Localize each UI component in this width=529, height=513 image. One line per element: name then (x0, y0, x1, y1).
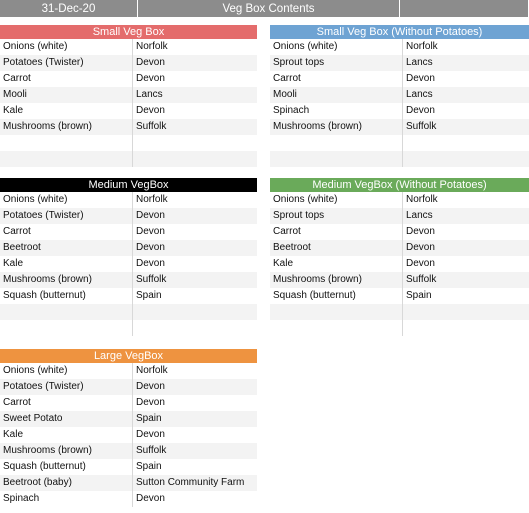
table-row (0, 379, 257, 395)
veg-name-cell[interactable]: Beetroot (270, 240, 403, 256)
table-row (270, 240, 529, 256)
medium-vegbox-no-potatoes-title[interactable]: Medium VegBox (Without Potatoes) (270, 178, 529, 192)
veg-name-cell[interactable]: Mushrooms (brown) (0, 272, 133, 288)
veg-name-cell[interactable]: Kale (0, 427, 133, 443)
veg-name-cell[interactable]: Spinach (270, 103, 403, 119)
veg-name-cell[interactable]: Onions (white) (0, 192, 133, 208)
veg-name-cell[interactable] (270, 151, 403, 167)
table-row (0, 320, 257, 336)
table-row (0, 443, 257, 459)
origin-cell[interactable] (403, 135, 529, 151)
table-row (270, 304, 529, 320)
veg-name-cell[interactable]: Spinach (0, 491, 133, 507)
veg-name-cell[interactable]: Mushrooms (brown) (0, 443, 133, 459)
origin-cell[interactable]: Lancs (406, 89, 433, 100)
veg-name-cell[interactable]: Beetroot (baby) (0, 475, 133, 491)
veg-name-cell[interactable]: Squash (butternut) (0, 459, 133, 475)
origin-cell[interactable]: Spain (136, 290, 162, 301)
origin-cell[interactable]: Devon (406, 105, 435, 116)
origin-cell[interactable]: Devon (136, 226, 165, 237)
veg-name-cell[interactable]: Mooli (270, 87, 403, 103)
origin-cell[interactable]: Devon (136, 210, 165, 221)
veg-name-cell[interactable] (0, 151, 133, 167)
origin-cell[interactable]: Norfolk (136, 365, 168, 376)
medium-vegbox-table (0, 178, 257, 336)
veg-name-cell[interactable] (270, 320, 403, 336)
origin-cell[interactable]: Devon (406, 242, 435, 253)
table-row (270, 119, 529, 135)
origin-cell[interactable]: Devon (136, 493, 165, 504)
table-row (0, 491, 257, 507)
veg-name-cell[interactable]: Potatoes (Twister) (0, 55, 133, 71)
veg-name-cell[interactable]: Onions (white) (270, 39, 403, 55)
table-row (0, 103, 257, 119)
table-row (0, 208, 257, 224)
table-row (0, 427, 257, 443)
table-row (270, 272, 529, 288)
veg-name-cell[interactable]: Sweet Potato (0, 411, 133, 427)
table-row (270, 151, 529, 167)
veg-name-cell[interactable]: Squash (butternut) (270, 288, 403, 304)
small-veg-box-no-potatoes-title[interactable]: Small Veg Box (Without Potatoes) (270, 25, 529, 39)
origin-cell[interactable]: Devon (406, 226, 435, 237)
veg-name-cell[interactable]: Potatoes (Twister) (0, 379, 133, 395)
veg-name-cell[interactable]: Sprout tops (270, 55, 403, 71)
origin-cell[interactable] (133, 135, 257, 151)
empty-header-cell[interactable] (400, 0, 529, 17)
table-row (0, 475, 257, 491)
origin-cell[interactable] (133, 151, 257, 167)
veg-name-cell[interactable]: Mushrooms (brown) (270, 272, 403, 288)
origin-cell[interactable]: Sutton Community Farm (136, 477, 245, 488)
table-row (0, 87, 257, 103)
title-header-cell[interactable]: Veg Box Contents (138, 0, 400, 17)
table-row (0, 272, 257, 288)
veg-name-cell[interactable]: Onions (white) (0, 39, 133, 55)
medium-vegbox-no-potatoes-rows (270, 192, 529, 336)
large-vegbox-table (0, 349, 257, 507)
table-row (270, 39, 529, 55)
table-row (270, 55, 529, 71)
origin-cell[interactable]: Spain (136, 461, 162, 472)
origin-cell[interactable]: Norfolk (136, 194, 168, 205)
veg-name-cell[interactable]: Mooli (0, 87, 133, 103)
origin-cell[interactable]: Devon (136, 105, 165, 116)
table-row (270, 208, 529, 224)
table-row (0, 288, 257, 304)
table-row (0, 256, 257, 272)
origin-cell[interactable]: Suffolk (136, 445, 167, 456)
small-veg-box-no-potatoes-rows (270, 39, 529, 167)
table-row (0, 151, 257, 167)
veg-name-cell[interactable]: Kale (0, 103, 133, 119)
origin-cell[interactable] (403, 320, 529, 336)
veg-name-cell[interactable]: Onions (white) (0, 363, 133, 379)
veg-name-cell[interactable]: Mushrooms (brown) (0, 119, 133, 135)
veg-name-cell[interactable]: Mushrooms (brown) (270, 119, 403, 135)
small-veg-box-no-potatoes-table (270, 25, 529, 167)
table-row (0, 224, 257, 240)
table-row (0, 363, 257, 379)
veg-name-cell[interactable]: Kale (0, 256, 133, 272)
origin-cell[interactable]: Devon (406, 258, 435, 269)
veg-name-cell[interactable] (0, 304, 133, 320)
veg-name-cell[interactable]: Carrot (0, 395, 133, 411)
veg-name-cell[interactable]: Carrot (0, 71, 133, 87)
table-row (270, 135, 529, 151)
table-row (0, 304, 257, 320)
small-veg-box-table (0, 25, 257, 167)
veg-name-cell[interactable]: Sprout tops (270, 208, 403, 224)
table-row (0, 192, 257, 208)
veg-name-cell[interactable]: Carrot (270, 224, 403, 240)
table-row (270, 320, 529, 336)
origin-cell[interactable]: Suffolk (406, 274, 437, 285)
origin-cell[interactable] (403, 151, 529, 167)
table-row (0, 395, 257, 411)
table-row (0, 39, 257, 55)
origin-cell[interactable] (403, 304, 529, 320)
small-veg-box-rows (0, 39, 257, 167)
origin-cell[interactable]: Lancs (136, 89, 163, 100)
table-row (270, 71, 529, 87)
origin-cell[interactable]: Suffolk (136, 274, 167, 285)
medium-vegbox-rows (0, 192, 257, 336)
origin-cell[interactable]: Lancs (406, 57, 433, 68)
veg-name-cell[interactable]: Onions (white) (270, 192, 403, 208)
origin-cell[interactable]: Norfolk (136, 41, 168, 52)
veg-name-cell[interactable]: Squash (butternut) (0, 288, 133, 304)
origin-cell[interactable]: Suffolk (406, 121, 437, 132)
veg-name-cell[interactable] (270, 304, 403, 320)
origin-cell[interactable]: Devon (406, 73, 435, 84)
origin-cell[interactable] (133, 304, 257, 320)
origin-cell[interactable]: Devon (136, 242, 165, 253)
table-row (0, 240, 257, 256)
table-row (0, 71, 257, 87)
table-row (270, 256, 529, 272)
origin-cell[interactable]: Spain (136, 413, 162, 424)
origin-cell[interactable]: Devon (136, 381, 165, 392)
veg-name-cell[interactable]: Beetroot (0, 240, 133, 256)
date-header-cell[interactable]: 31-Dec-20 (0, 0, 138, 17)
large-vegbox-title[interactable]: Large VegBox (0, 349, 257, 363)
origin-cell[interactable]: Suffolk (136, 121, 167, 132)
table-row (0, 135, 257, 151)
origin-cell[interactable]: Devon (136, 258, 165, 269)
table-row (270, 103, 529, 119)
large-vegbox-rows (0, 363, 257, 507)
veg-name-cell[interactable] (0, 320, 133, 336)
origin-cell[interactable] (133, 320, 257, 336)
medium-vegbox-title[interactable]: Medium VegBox (0, 178, 257, 192)
table-row (270, 288, 529, 304)
table-row (0, 459, 257, 475)
origin-cell[interactable]: Devon (136, 397, 165, 408)
origin-cell[interactable]: Spain (406, 290, 432, 301)
origin-cell[interactable]: Devon (136, 57, 165, 68)
table-row (0, 55, 257, 71)
medium-vegbox-no-potatoes-table (270, 178, 529, 336)
small-veg-box-title[interactable]: Small Veg Box (0, 25, 257, 39)
origin-cell[interactable]: Norfolk (406, 194, 438, 205)
table-row (270, 224, 529, 240)
veg-name-cell[interactable] (270, 135, 403, 151)
table-row (270, 192, 529, 208)
veg-name-cell[interactable]: Kale (270, 256, 403, 272)
table-row (0, 411, 257, 427)
origin-cell[interactable]: Norfolk (406, 41, 438, 52)
veg-name-cell[interactable]: Potatoes (Twister) (0, 208, 133, 224)
origin-cell[interactable]: Devon (136, 429, 165, 440)
origin-cell[interactable]: Lancs (406, 210, 433, 221)
table-row (270, 87, 529, 103)
veg-name-cell[interactable]: Carrot (270, 71, 403, 87)
table-row (0, 119, 257, 135)
veg-name-cell[interactable] (0, 135, 133, 151)
veg-name-cell[interactable]: Carrot (0, 224, 133, 240)
origin-cell[interactable]: Devon (136, 73, 165, 84)
